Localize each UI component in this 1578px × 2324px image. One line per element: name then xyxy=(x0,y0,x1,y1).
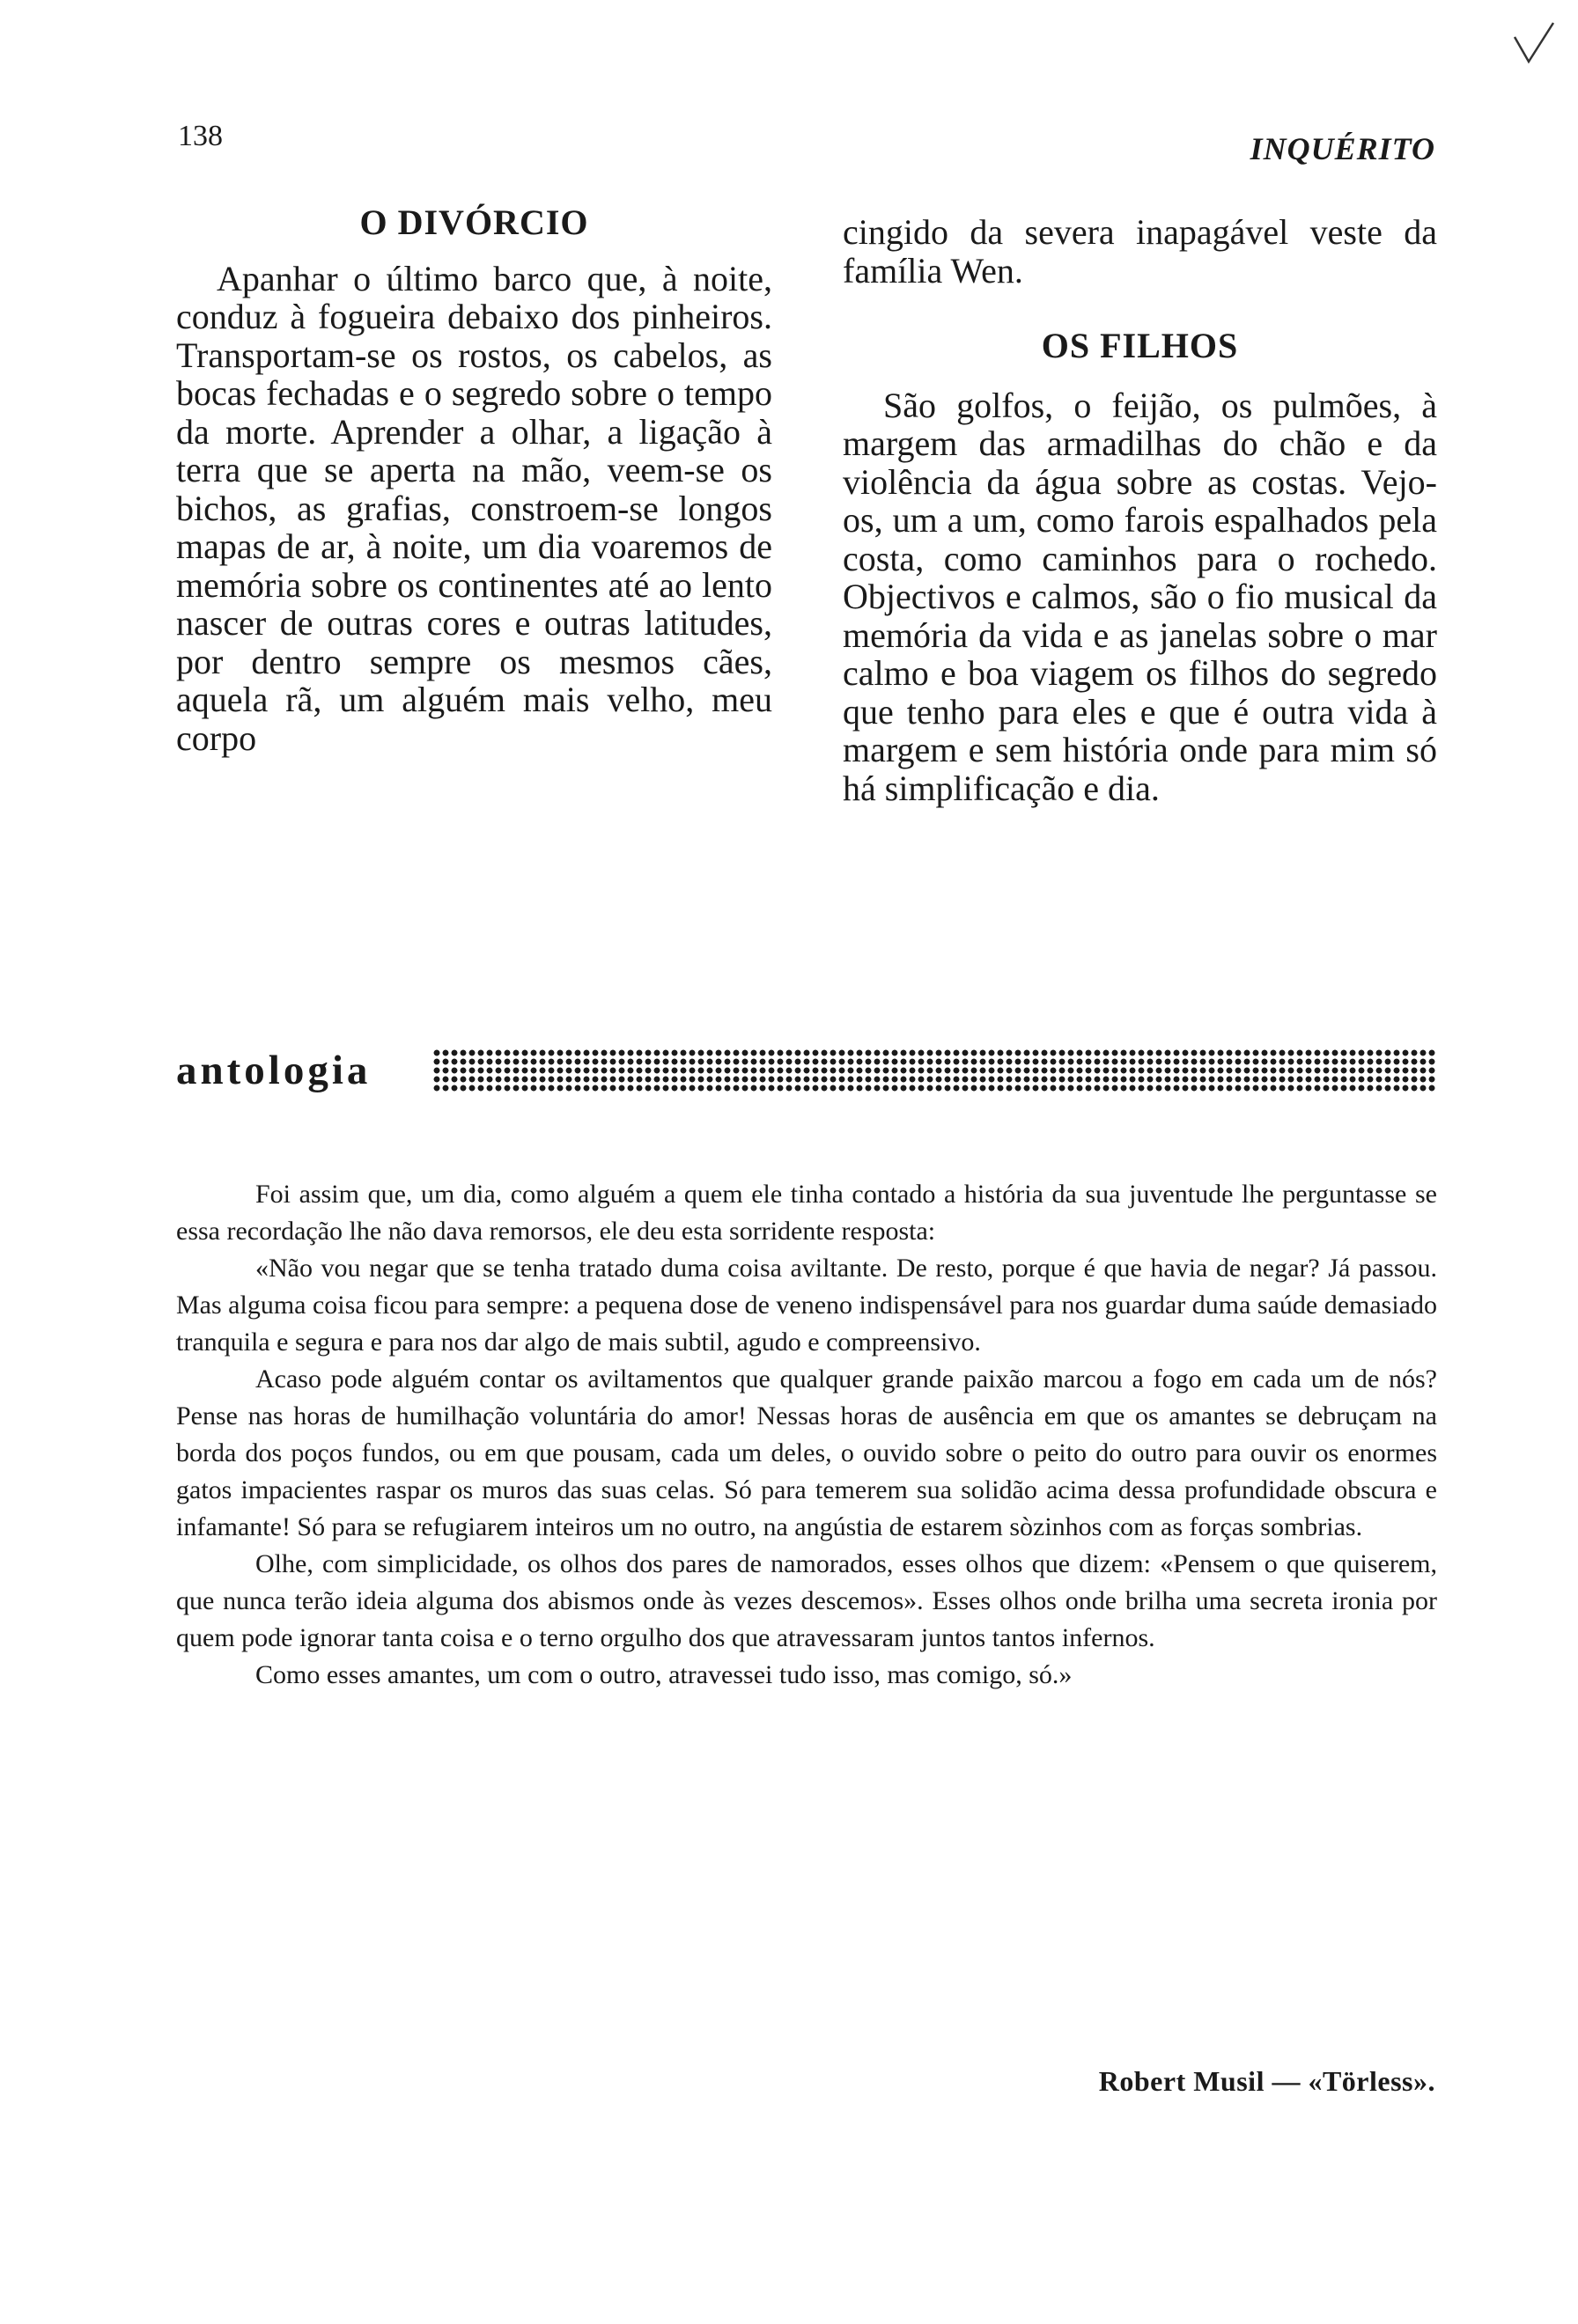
poem-text-divorcio: Apanhar o último barco que, à noite, conduz à fogueira debaixo dos pinheiros. Transportam-se os rostos, os cabelos, as bocas fechadas e o segredo sobre o tempo da morte. Aprender a olhar, a ligação à terra que se aperta na mão, veem-se os bichos, as grafias, constroem-se longos mapas de ar, à noite, um dia voaremos de memória sobre os continentes até ao lento nascer de outras cores e outras latitudes, por dentro sempre os mesmos cães, aquela rã, um alguém mais velho, meu corpo xyxy=(176,258,772,758)
page-number: 138 xyxy=(178,120,223,152)
poem-title-divorcio: O DIVÓRCIO xyxy=(359,202,589,242)
running-title: INQUÉRITO xyxy=(1250,131,1435,166)
left-column xyxy=(176,203,772,757)
attribution: Robert Musil — «Törless». xyxy=(1098,2065,1435,2097)
antologia-paragraph-2: «Não vou negar que se tenha tratado duma coisa aviltante. De resto, porque é que havia de negar? Já passou. Mas alguma coisa ficou para sempre: a pequena dose de veneno indispensável para nos guardar duma saúde demasiado tranquila e segura e para nos dar algo de mais subtil, agudo e compreensivo. xyxy=(176,1254,1437,1357)
antologia-paragraph-3: Acaso pode alguém contar os aviltamentos que qualquer grande paixão marcou a fogo em cada um de nós? Pense nas horas de humilhação voluntária do amor! Nessas horas de ausência em que os amantes se debruçam na borda dos poços fundos, ou em que pousam, cada um deles, o ouvido sobre o peito do outro para ouvir os enormes gatos impacientes raspar os muros das suas celas. Só para temerem sua solidão acima dessa profundidade obscura e infamante! Só para se refugiarem inteiros um no outro, na angústia de estarem sòzinhos com as forças sombrias. xyxy=(176,1364,1437,1541)
antologia-text xyxy=(176,1176,1437,1694)
dotted-rule xyxy=(432,1048,1437,1092)
antologia-paragraph-5: Como esses amantes, um com o outro, atravessei tudo isso, mas comigo, só.» xyxy=(255,1660,1073,1689)
poem-text-filhos: São golfos, o feijão, os pulmões, à margem das armadilhas do chão e da violência da água sobre as costas. Vejo-os, um a um, como farois espalhados pela costa, como caminhos para o rochedo. Objectivos e calmos, são o fio musical da memória da vida e as janelas sobre o mar calmo e boa viagem os filhos do segredo que tenho para eles e que é outra vida à margem e sem história onde para mim só há simplificação e dia. xyxy=(843,385,1437,808)
antologia-label: antologia xyxy=(176,1048,372,1093)
poem-continuation: cingido da severa inapagável veste da família Wen. xyxy=(843,212,1437,290)
check-mark-icon xyxy=(1508,18,1560,70)
poem-title-filhos: OS FILHOS xyxy=(1041,326,1239,365)
antologia-paragraph-1: Foi assim que, um dia, como alguém a quem ele tinha contado a história da sua juventude lhe perguntasse se essa recordação lhe não dava remorsos, ele deu esta sorridente resposta: xyxy=(176,1180,1437,1246)
antologia-header xyxy=(176,1046,1437,1095)
right-column xyxy=(843,213,1437,807)
antologia-paragraph-4: Olhe, com simplicidade, os olhos dos pares de namorados, esses olhos que dizem: «Pensem o que quiserem, que nunca terão ideia alguma dos abismos onde às vezes descemos». Esses olhos onde brilha uma secreta ironia por quem pode ignorar tanta coisa e o terno orgulho dos que atravessaram juntos tantos infernos. xyxy=(176,1549,1437,1652)
